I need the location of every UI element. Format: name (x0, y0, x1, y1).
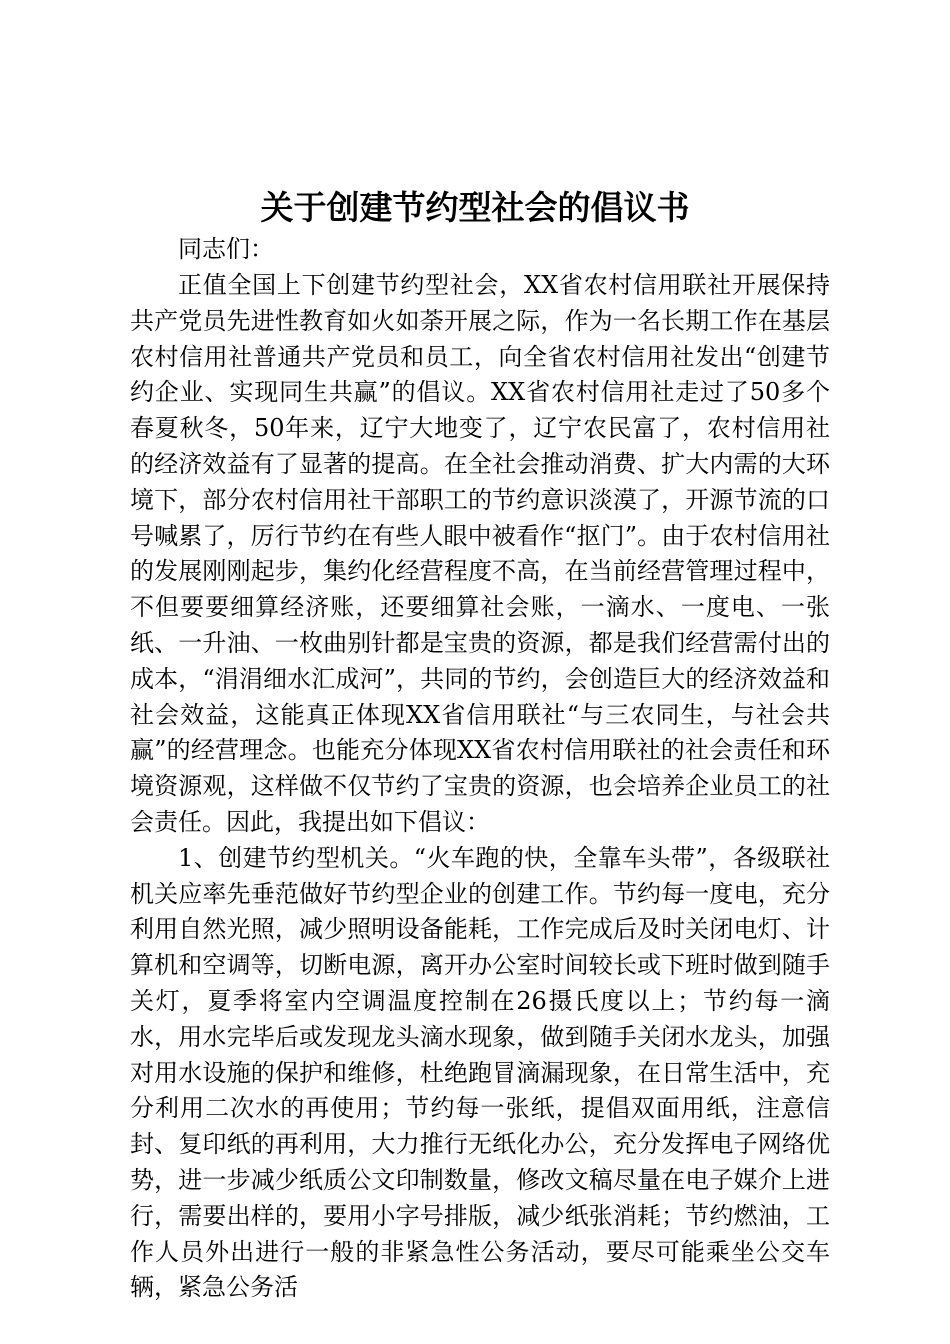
document-title: 关于创建节约型社会的倡议书 (260, 188, 690, 227)
salutation: 同志们： (178, 235, 274, 263)
paragraph-item-1: 1、创建节约型机关。“火车跑的快，全靠车头带”，各级联社机关应率先垂范做好节约型企业的创建工作。节约每一度电，充分利用自然光照，减少照明设备能耗，工作完成后及时关闭电灯、计算机和空调等，切断电源，离开办公室时间较长或下班时做到随手关灯，夏季将室内空调温度控制在26摄氏度以上；节约每一滴水，用水完毕后或发现龙头滴水现象，做到随手关闭水龙头，加强对用水设施的保护和维修，杜绝跑冒滴漏现象，在日常生活中，充分利用二次水的再使用；节约每一张纸，提倡双面用纸，注意信封、复印纸的再利用，大力推行无纸化办公，充分发挥电子网络优势，进一步减少纸质公文印制数量，修改文稿尽量在电子媒介上进行，需要出样的，要用小字号排版，减少纸张消耗；节约燃油，工作人员外出进行一般的非紧急性公务活动，要尽可能乘坐公交车辆，紧急公务活 (130, 843, 830, 1302)
document-body (130, 268, 830, 1306)
paragraph-intro: 正值全国上下创建节约型社会，XX省农村信用联社开展保持共产党员先进性教育如火如荼开展之际，作为一名长期工作在基层农村信用社普通共产党员和员工，向全省农村信用社发出“创建节约企业、实现同生共赢”的倡议。XX省农村信用社走过了50多个春夏秋冬，50年来，辽宁大地变了，辽宁农民富了，农村信用社的经济效益有了显著的提高。在全社会推动消费、扩大内需的大环境下，部分农村信用社干部职工的节约意识淡漠了，开源节流的口号喊累了，厉行节约在有些人眼中被看作“抠门”。由于农村信用社的发展刚刚起步，集约化经营程度不高，在当前经营管理过程中，不但要要细算经济账，还要细算社会账，一滴水、一度电、一张纸、一升油、一枚曲别针都是宝贵的资源，都是我们经营需付出的成本，“涓涓细水汇成河”，共同的节约，会创造巨大的经济效益和社会效益，这能真正体现XX省信用联社“与三农同生，与社会共赢”的经营理念。也能充分体现XX省农村信用联社的社会责任和环境资源观，这样做不仅节约了宝贵的资源，也会培养企业员工的社会责任。因此，我提出如下倡议： (130, 271, 830, 836)
salutation-block (130, 232, 830, 268)
